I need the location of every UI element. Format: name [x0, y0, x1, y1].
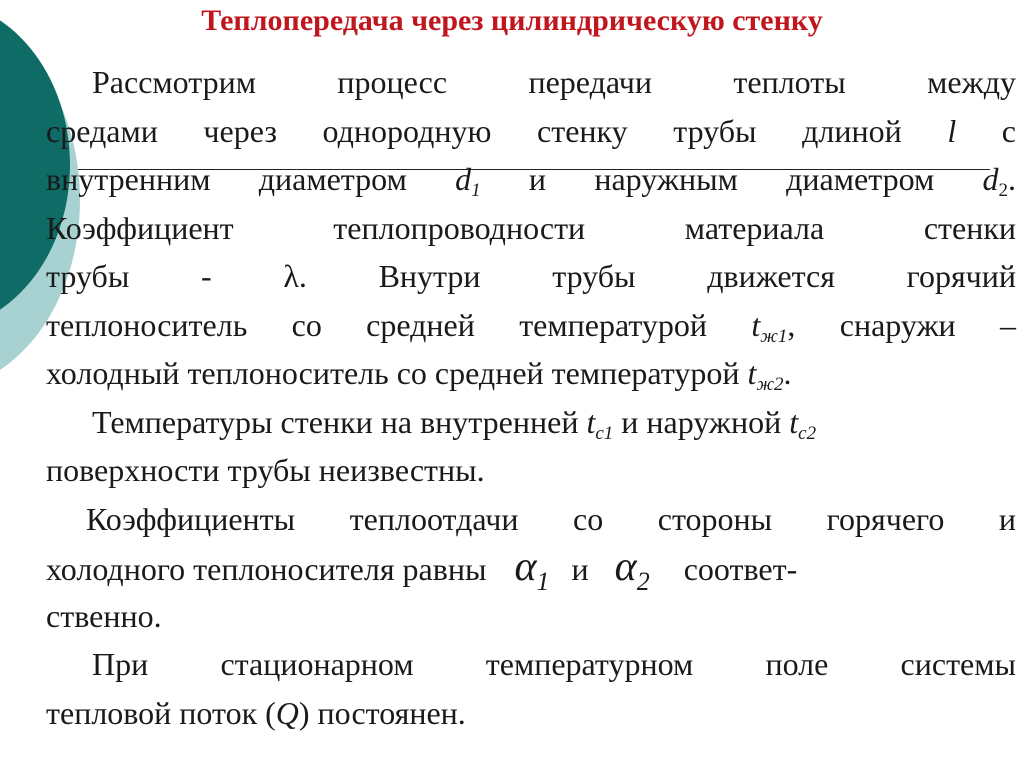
- p1-line1: Рассмотрим процесс передачи теплоты между: [92, 64, 1016, 100]
- p3-line1: Коэффициенты теплоотдачи со стороны горячего и: [86, 500, 1016, 537]
- slide-title: Теплопередача через цилиндрическую стенку: [201, 4, 823, 37]
- p1-line4: Коэффициент теплопроводности материала стенки: [46, 209, 1016, 246]
- p1-line2: средами через однородную стенку трубы длиной l с: [46, 112, 1017, 149]
- p2-line2: поверхности трубы неизвестны.: [46, 452, 485, 488]
- alpha-2-symbol: $\alpha_2$: [614, 544, 650, 596]
- p1-line7: холодный теплоноситель со средней температурой $t_{ж2}$.: [46, 355, 792, 395]
- p3-line2: холодного теплоносителя равны $\alpha_1$ и $\alpha_2$ соответ-: [46, 544, 798, 596]
- slide-body: [46, 58, 1016, 737]
- p4-line2: тепловой поток (Q) постоянен.: [46, 694, 466, 731]
- p3-line3: ственно.: [46, 597, 162, 634]
- alpha-1-symbol: $\alpha_1$: [514, 544, 550, 596]
- p1-line5: трубы - λ. Внутри трубы движется горячий: [46, 258, 1017, 294]
- p2-line1: Температуры стенки на внутренней $t_{с1}$ и наружной $t_{с2}$: [92, 403, 817, 444]
- p1-line3: внутренним диаметром $d_1$ и наружным диаметром $d_2$.: [46, 161, 1017, 201]
- p4-line1: При стационарном температурном поле системы: [92, 646, 1016, 682]
- p1-line6: теплоноситель со средней температурой $t_{ж1}$, снаружи –: [46, 306, 1016, 347]
